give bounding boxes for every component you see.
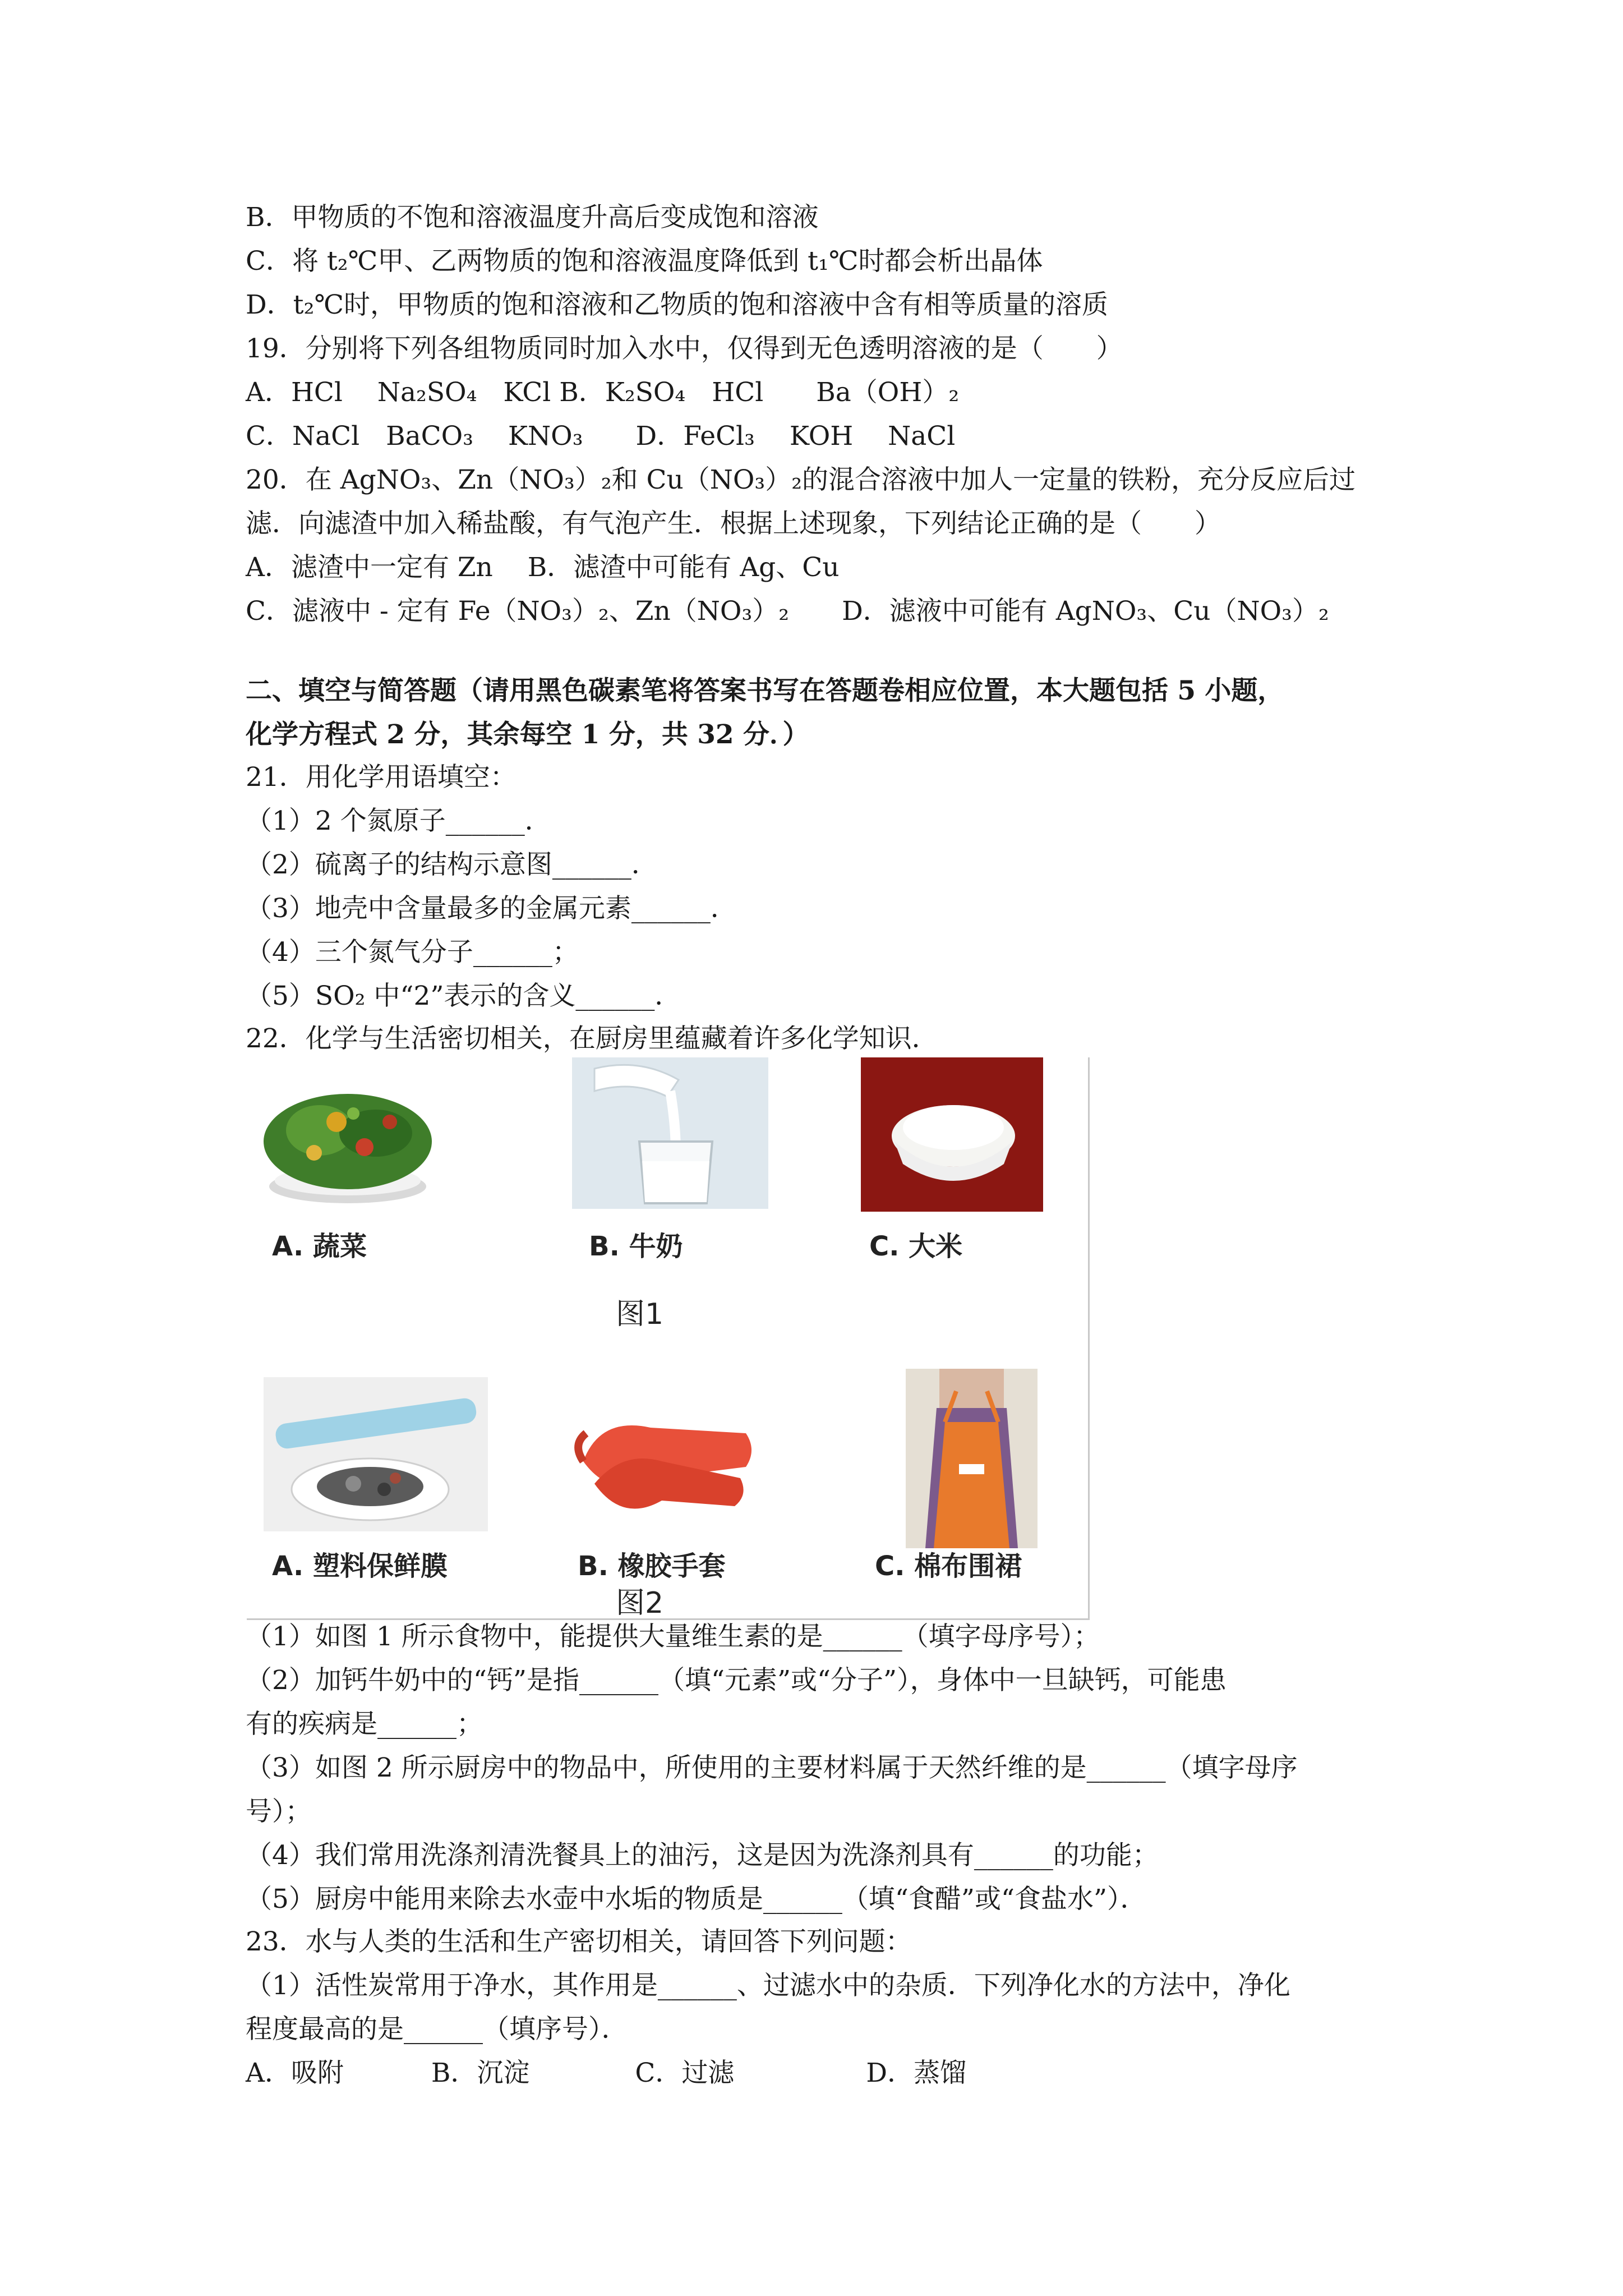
fig1-item-c: C. 大米 <box>869 1231 963 1262</box>
question-22-part2-line1: （2）加钙牛奶中的“钙”是指______（填“元素”或“分子”），身体中一旦缺钙，可能患 <box>246 1665 1227 1696</box>
rice-bowl-image <box>861 1057 1043 1212</box>
milk-pouring-image <box>572 1057 768 1209</box>
section-title-line2: 化学方程式 2 分，其余每空 1 分，共 32 分．） <box>246 719 809 750</box>
option-20-cd: C．滤液中 - 定有 Fe（NO₃）₂、Zn（NO₃）₂ D．滤液中可能有 AgNO₃、Cu（NO₃）₂ <box>246 596 1329 627</box>
option-18c: C．将 t₂℃甲、乙两物质的饱和溶液温度降低到 t₁℃时都会析出晶体 <box>246 246 1043 277</box>
question-22-part3-line2: 号）； <box>246 1796 312 1827</box>
fig2-item-a: A. 塑料保鲜膜 <box>272 1550 448 1582</box>
fig2-item-b: B. 橡胶手套 <box>578 1550 726 1582</box>
rubber-gloves-image <box>566 1394 763 1529</box>
cotton-apron-image <box>906 1369 1038 1548</box>
question-22-part1: （1）如图 1 所示食物中，能提供大量维生素的是______（填字母序号）； <box>246 1621 1100 1652</box>
fig1-item-a: A. 蔬菜 <box>272 1231 367 1262</box>
fig2-item-c: C. 棉布围裙 <box>875 1550 1022 1582</box>
question-22-part4: （4）我们常用洗涤剂清洗餐具上的油污，这是因为洗涤剂具有______的功能； <box>246 1840 1159 1871</box>
question-22-part5: （5）厨房中能用来除去水壶中水垢的物质是______（填“食醋”或“食盐水”）． <box>246 1884 1147 1915</box>
question-19: 19．分别将下列各组物质同时加入水中，仅得到无色透明溶液的是（ ） <box>246 333 1123 364</box>
question-21-part4: （4）三个氮气分子______； <box>246 937 579 968</box>
section-title-line1: 二、填空与简答题（请用黑色碳素笔将答案书写在答题卷相应位置，本大题包括 5 小题， <box>246 675 1284 706</box>
plastic-wrap-image <box>264 1377 488 1531</box>
question-22-part3-line1: （3）如图 2 所示厨房中的物品中，所使用的主要材料属于天然纤维的是______（填字母序 <box>246 1752 1298 1783</box>
question-21-part2: （2）硫离子的结构示意图______． <box>246 849 658 880</box>
fig1-title: 图1 <box>616 1297 664 1331</box>
option-19-ab: A．HCl Na₂SO₄ KCl B．K₂SO₄ HCl Ba（OH）₂ <box>246 377 960 408</box>
question-23-part1-line2: 程度最高的是______（填序号）． <box>246 2014 628 2045</box>
question-21: 21．用化学用语填空： <box>246 762 517 793</box>
option-18d: D．t₂℃时，甲物质的饱和溶液和乙物质的饱和溶液中含有相等质量的溶质 <box>246 289 1108 320</box>
question-21-part1: （1）2 个氮原子______． <box>246 806 551 836</box>
option-19-cd: C．NaCl BaCO₃ KNO₃ D．FeCl₃ KOH NaCl <box>246 421 956 452</box>
question-23-part1-line1: （1）活性炭常用于净水，其作用是______、过滤水中的杂质．下列净化水的方法中，净化 <box>246 1970 1290 2001</box>
question-22: 22．化学与生活密切相关，在厨房里蕴藏着许多化学知识． <box>246 1023 938 1054</box>
question-23-options: A．吸附 B．沉淀 C．过滤 D．蒸馏 <box>246 2058 967 2088</box>
question-21-part5: （5）SO₂ 中“2”表示的含义______． <box>246 981 681 1011</box>
question-22-part2-line2: 有的疾病是______； <box>246 1709 483 1740</box>
fig2-title: 图2 <box>616 1586 664 1620</box>
option-18b: B．甲物质的不饱和溶液温度升高后变成饱和溶液 <box>246 202 819 233</box>
vegetable-salad-image <box>252 1069 443 1214</box>
fig1-item-b: B. 牛奶 <box>589 1231 683 1262</box>
question-20-line1: 20．在 AgNO₃、Zn（NO₃）₂和 Cu（NO₃）₂的混合溶液中加人一定量的铁粉，充分反应后过 <box>246 464 1356 495</box>
question-21-part3: （3）地壳中含量最多的金属元素______． <box>246 893 737 924</box>
question-20-line2: 滤．向滤渣中加入稀盐酸，有气泡产生．根据上述现象，下列结论正确的是（ ） <box>246 508 1221 539</box>
option-20-ab: A．滤渣中一定有 Zn B．滤渣中可能有 Ag、Cu <box>246 552 840 583</box>
question-23: 23．水与人类的生活和生产密切相关，请回答下列问题： <box>246 1926 912 1957</box>
kitchen-figure <box>247 1057 1090 1620</box>
